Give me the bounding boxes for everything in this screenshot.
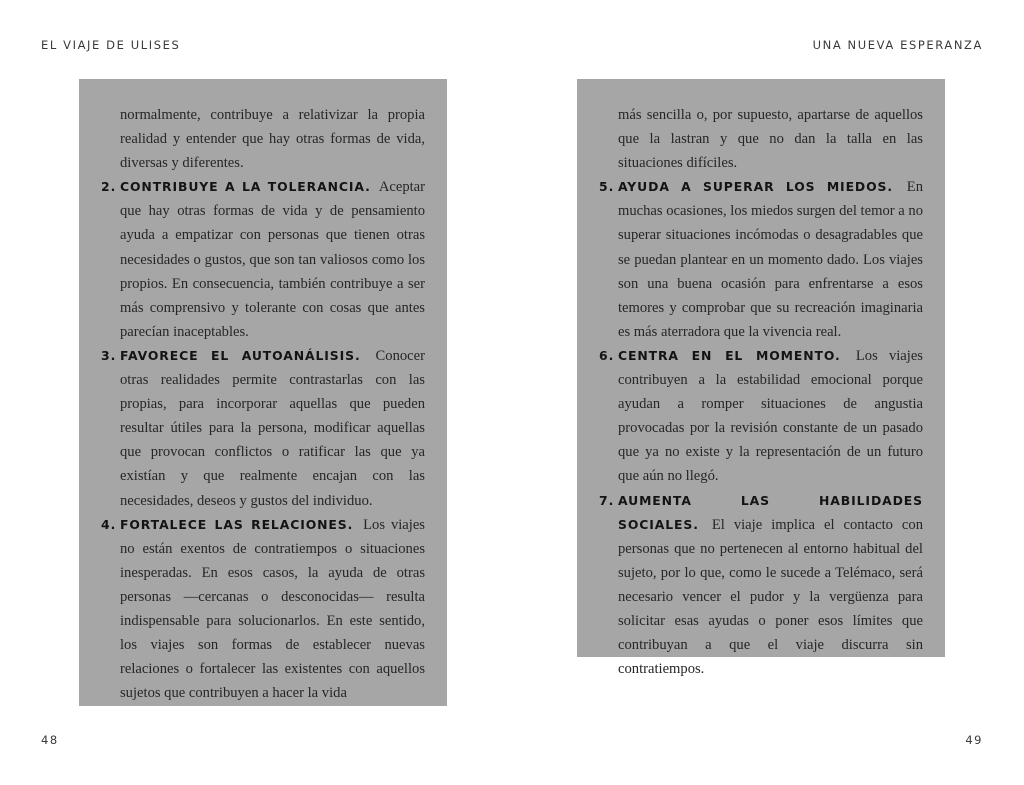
list-item-6 [599,344,923,489]
right-page-text-column [599,103,923,681]
list-item-number: 7. [599,492,615,508]
list-item-heading: CONTRIBUYE A LA TOLERANCIA. [120,179,371,195]
list-item-number: 6. [599,347,615,363]
left-page-shaded-box [79,79,447,706]
list-item-number: 2. [101,179,117,195]
list-item-number: 4. [101,516,117,532]
page-number-left: 48 [41,733,59,747]
list-item-text: Los viajes no están exentos de contratiempos o situaciones inesperadas. En esos casos, la ayuda de otras personas —cercanas o desconocidas— resulta indispensable para solucionarlos. En este sentido, los viajes son formas de establecer nuevas relaciones o fortalecer las existentes con aquellos sujetos que contribuyen a hacer la vida [120,516,425,702]
list-item-heading: CENTRA EN EL MOMENTO. [618,347,841,363]
list-item-heading: FORTALECE LAS RELACIONES. [120,516,354,532]
list-item-text: Conocer otras realidades permite contrastarlas con las propias, para incorporar aquellas que pueden resultar útiles para la persona, modificar aquellas que provocan conflictos o ratificar las que ya existían y que realmente encajan con las necesidades, deseos y gustos del individuo. [120,347,425,509]
list-item-2 [101,175,425,344]
list-item-heading: AUMENTA LAS HABILIDADES SOCIALES. [618,492,923,532]
continuation-paragraph: más sencilla o, por supuesto, apartarse de aquellos que la lastran y que no dan la talla en las situaciones difíciles. [618,107,923,172]
list-item-heading: FAVORECE EL AUTOANÁLISIS. [120,347,361,363]
list-item-5 [599,175,923,344]
list-item-text: En muchas ocasiones, los miedos surgen del temor a no superar situaciones incómodas o desagradables que se puedan plantear en un momento dado. Los viajes son una buena ocasión para enfrentarse a esos temores y comprobar que su recreación imaginaria es más aterradora que la vivencia real. [618,179,923,340]
list-item-4 [101,513,425,706]
list-item-heading: AYUDA A SUPERAR LOS MIEDOS. [618,179,893,195]
continuation-paragraph: normalmente, contribuye a relativizar la propia realidad y entender que hay otras formas de vida, diversas y diferentes. [120,107,425,172]
right-page-shaded-box [577,79,945,678]
list-item-number: 5. [599,179,615,195]
list-item-text: El viaje implica el contacto con personas que no pertenecen al entorno habitual del sujeto, por lo que, como le sucede a Telémaco, será necesario vencer el pudor y la vergüenza para solicitar esas ayudas o poner esos límites que contribuyan a que el viaje discurra sin contratiempos. [618,516,924,678]
list-item-3 [101,344,425,513]
list-item-text: Los viajes contribuyen a la estabilidad emocional porque ayudan a romper situaciones de angustia provocadas por la revisión constante de un pasado que ya no existe y la representación de un futuro que aún no llegó. [618,347,923,485]
left-page-text-column [101,103,425,705]
list-item-text: Aceptar que hay otras formas de vida y de pensamiento ayuda a empatizar con personas que tienen otras necesidades o gustos, que son tan valiosos como los propios. En consecuencia, también contribuye a ser más comprensivo y tolerante con cosas que antes parecían inaceptables. [120,179,426,340]
page-number-right: 49 [965,733,983,747]
list-item-number: 3. [101,347,117,363]
list-item-7 [599,489,923,682]
running-head-left: EL VIAJE DE ULISES [41,38,181,52]
running-head-right: UNA NUEVA ESPERANZA [812,38,983,52]
